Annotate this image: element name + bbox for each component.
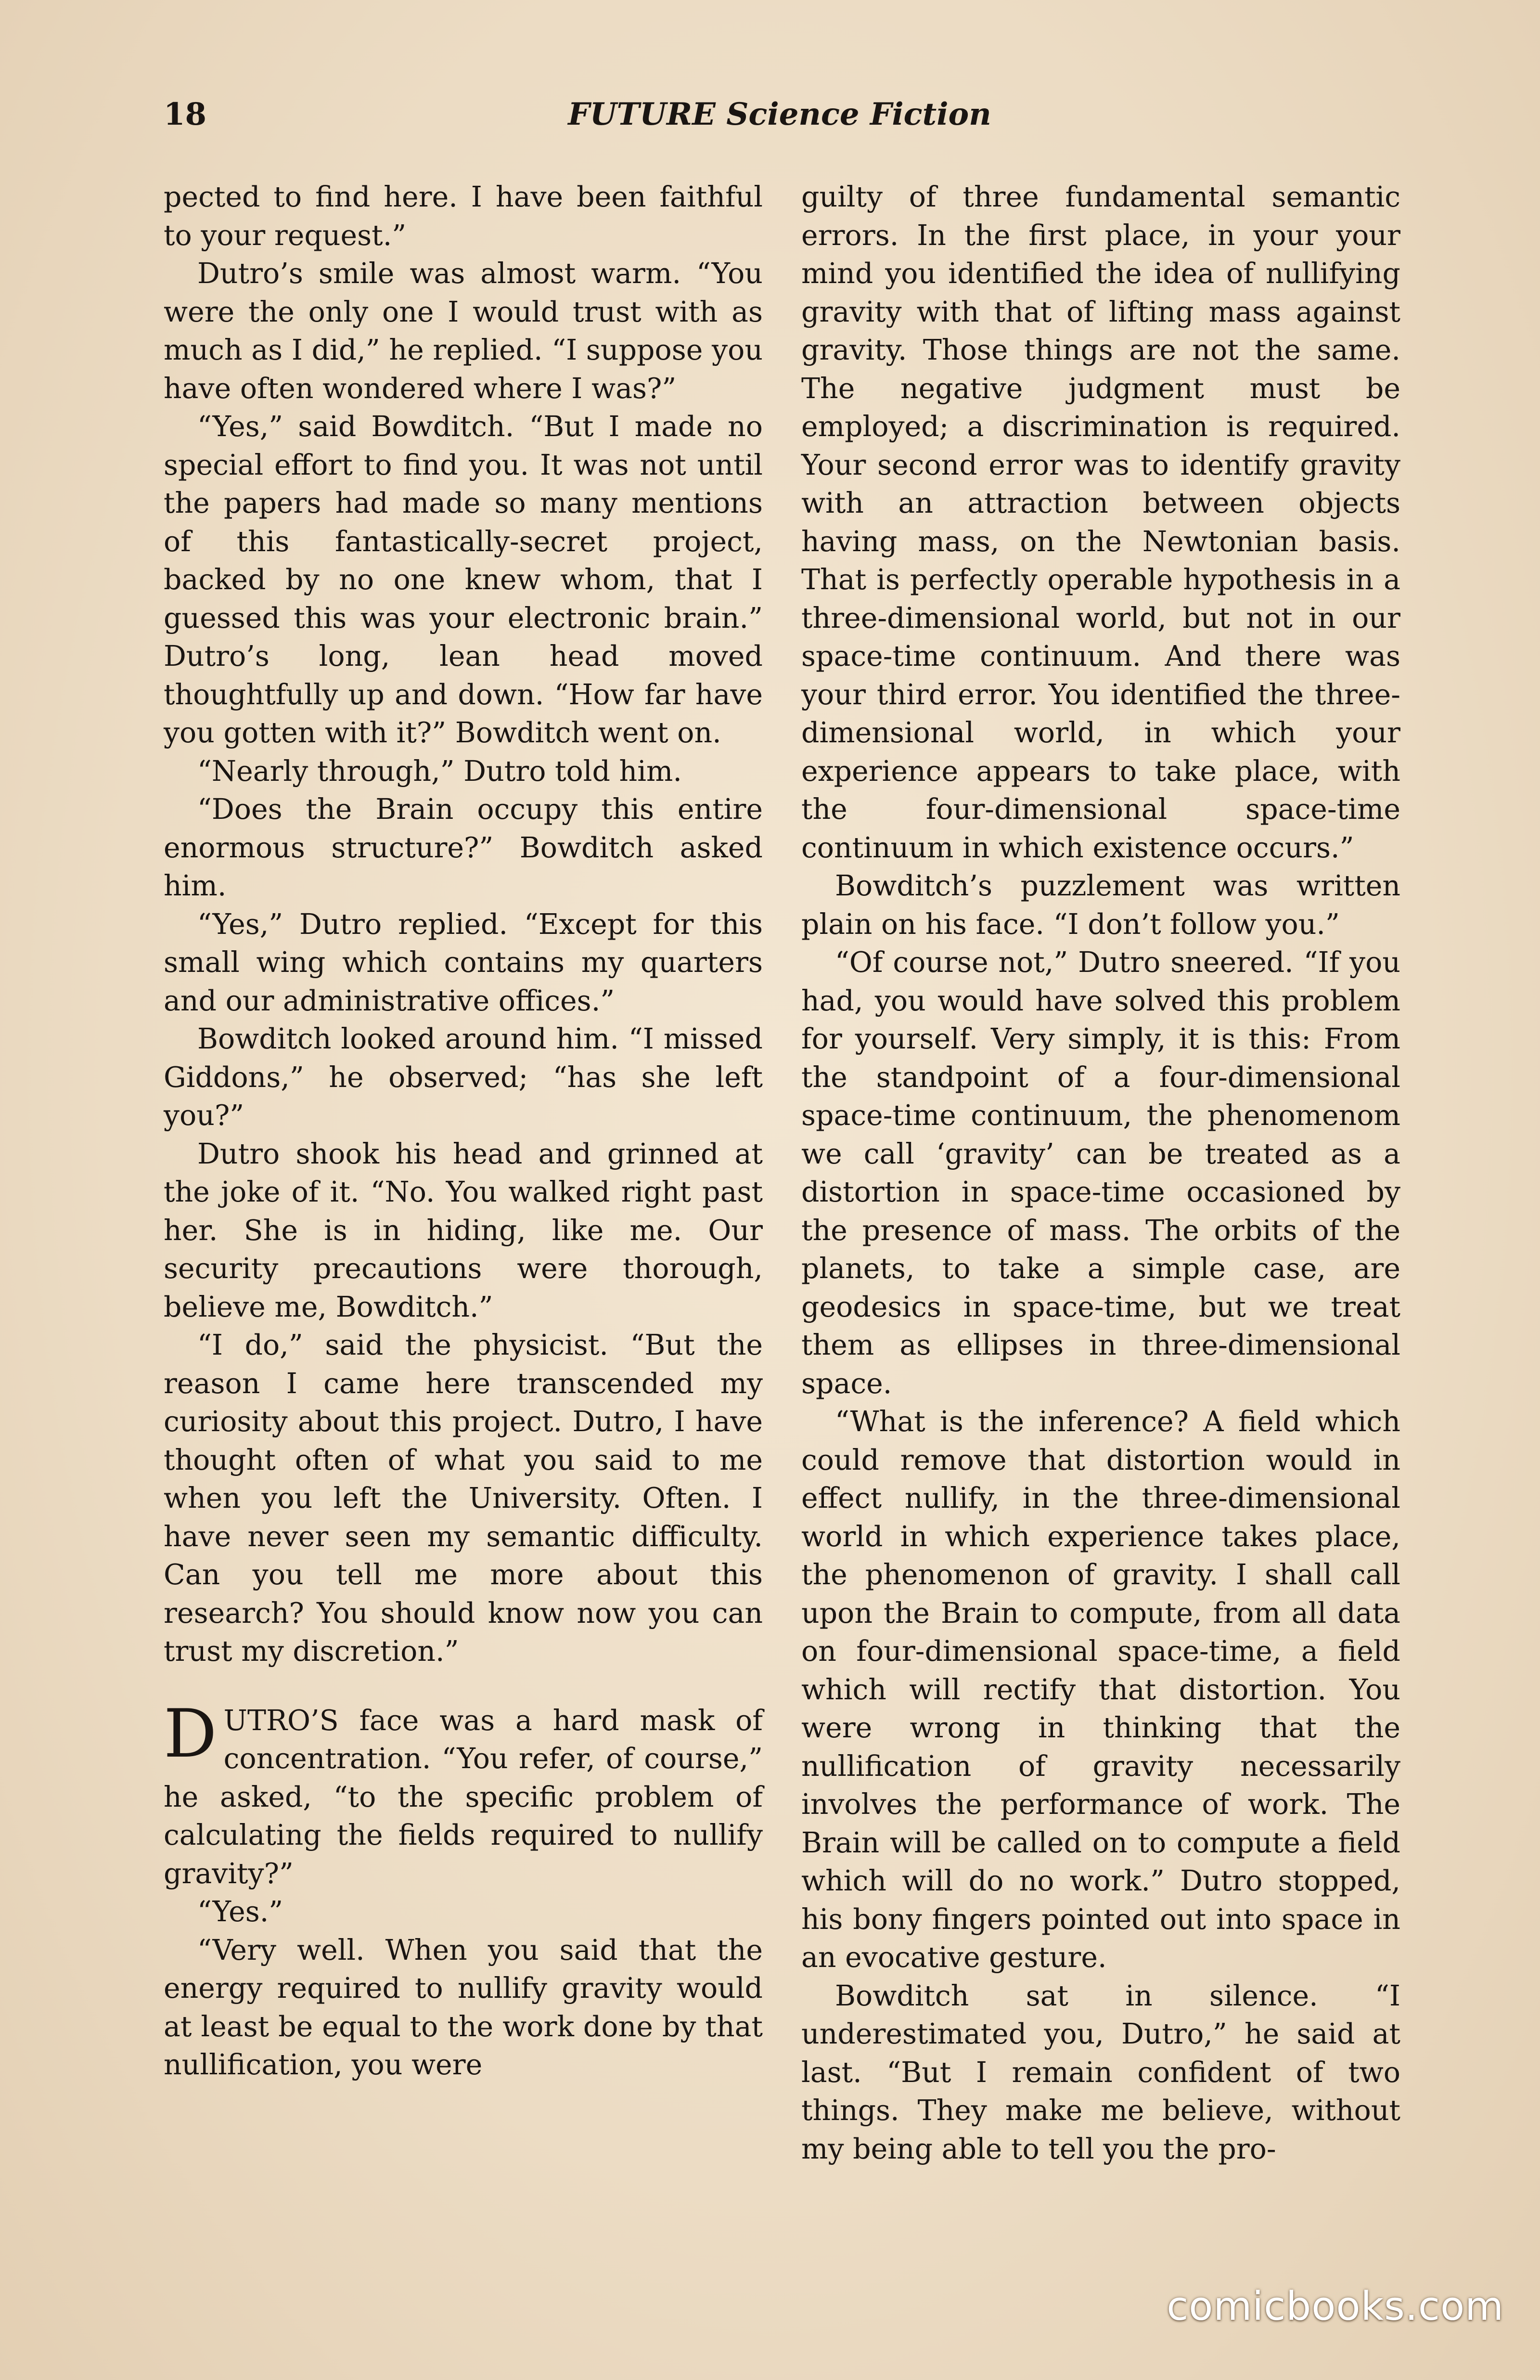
paragraph: Bowditch sat in silence. “I underestimated you, Dutro,” he said at last. “But I remain confident of two things. They make me believe, without my being able to tell you the pro- bbox=[801, 1979, 1400, 2165]
drop-cap: D bbox=[164, 1694, 217, 1772]
right-column bbox=[801, 178, 1400, 2168]
page-header bbox=[159, 96, 1400, 140]
paragraph-text: UTRO’S face was a hard mask of concentration. “You refer, of course,” he asked, “to the specific problem of calculating the fields required to nullify gravity?” bbox=[164, 1704, 763, 1890]
paragraph: “What is the inference? A field which could remove that distortion would in effect nullify, in the three-dimensional world in which experience takes place, the phenomenon of gravity. I shall call upon the Brain to compute, from all data on four-dimensional space-time, a field which will rectify that distortion. You were wrong in thinking that the nullification of gravity necessarily involves the performance of work. The Brain will be called on to compute a field which will do no work.” Dutro stopped, his bony fingers pointed out into space in an evocative gesture. bbox=[801, 1405, 1400, 1974]
page-number: 18 bbox=[164, 96, 207, 132]
running-head: FUTURE Science Fiction bbox=[568, 96, 991, 132]
paragraph: “Of course not,” Dutro sneered. “If you had, you would have solved this problem for yourself. Very simply, it is this: From the standpoint of a four-dimensional space-time continuum, the phenomenom we call ‘gravity’ can be treated as a distortion in space-time occasioned by the presence of mass. The orbits of the planets, to take a simple case, are geodesics in space-time, but we treat them as ellipses in three-dimensional space. bbox=[801, 946, 1400, 1400]
paragraph: “Yes,” Dutro replied. “Except for this small wing which contains my quarters and our administrative offices.” bbox=[164, 907, 763, 1017]
section-opening-paragraph bbox=[164, 1694, 763, 1893]
paragraph: Dutro shook his head and grinned at the joke of it. “No. You walked right past her. She is in hiding, like me. Our security precautions were thorough, believe me, Bowditch.” bbox=[164, 1137, 763, 1323]
left-column bbox=[164, 178, 763, 2084]
paragraph: “Does the Brain occupy this entire enormous structure?” Bowditch asked him. bbox=[164, 793, 763, 902]
paragraph: pected to find here. I have been faithful to your request.” bbox=[164, 181, 763, 252]
paragraph: Bowditch’s puzzlement was written plain on his face. “I don’t follow you.” bbox=[801, 869, 1400, 941]
paragraph: “Yes,” said Bowditch. “But I made no special effort to find you. It was not until the papers had made so many mentions of this fantastically-secret project, backed by no one knew whom, that I guessed this was your electronic brain.” Dutro’s long, lean head moved thoughtfully up and down. “How far have you gotten with it?” Bowditch went on. bbox=[164, 410, 763, 749]
paragraph: Dutro’s smile was almost warm. “You were the only one I would trust with as much as I did,” he replied. “I suppose you have often wondered where I was?” bbox=[164, 257, 763, 405]
paragraph: Bowditch looked around him. “I missed Giddons,” he observed; “has she left you?” bbox=[164, 1022, 763, 1132]
watermark: comicbooks.com bbox=[1167, 2284, 1504, 2329]
paragraph: “I do,” said the physicist. “But the reason I came here transcended my curiosity about this project. Dutro, I have thought often of what you said to me when you left the University. Often. I have never seen my semantic difficulty. Can you tell me more about this research? You should know now you can trust my discretion.” bbox=[164, 1329, 763, 1668]
paragraph: “Nearly through,” Dutro told him. bbox=[197, 754, 682, 788]
paragraph: guilty of three fundamental semantic errors. In the first place, in your your mind you identified the idea of nullifying gravity with that of lifting mass against gravity. Those things are not the same. The negative judgment must be employed; a discrimination is required. Your second error was to identify gravity with an attraction between objects having mass, on the Newtonian basis. That is perfectly operable hypothesis in a three-dimensional world, but not in our space-time continuum. And there was your third error. You identified the three-dimensional world, in which your experience appears to take place, with the four-dimensional space-time continuum in which existence occurs.” bbox=[801, 181, 1400, 864]
paragraph: “Yes.” bbox=[197, 1895, 283, 1928]
paragraph: “Very well. When you said that the energy required to nullify gravity would at least be equal to the work done by that nullification, you were bbox=[164, 1933, 763, 2081]
